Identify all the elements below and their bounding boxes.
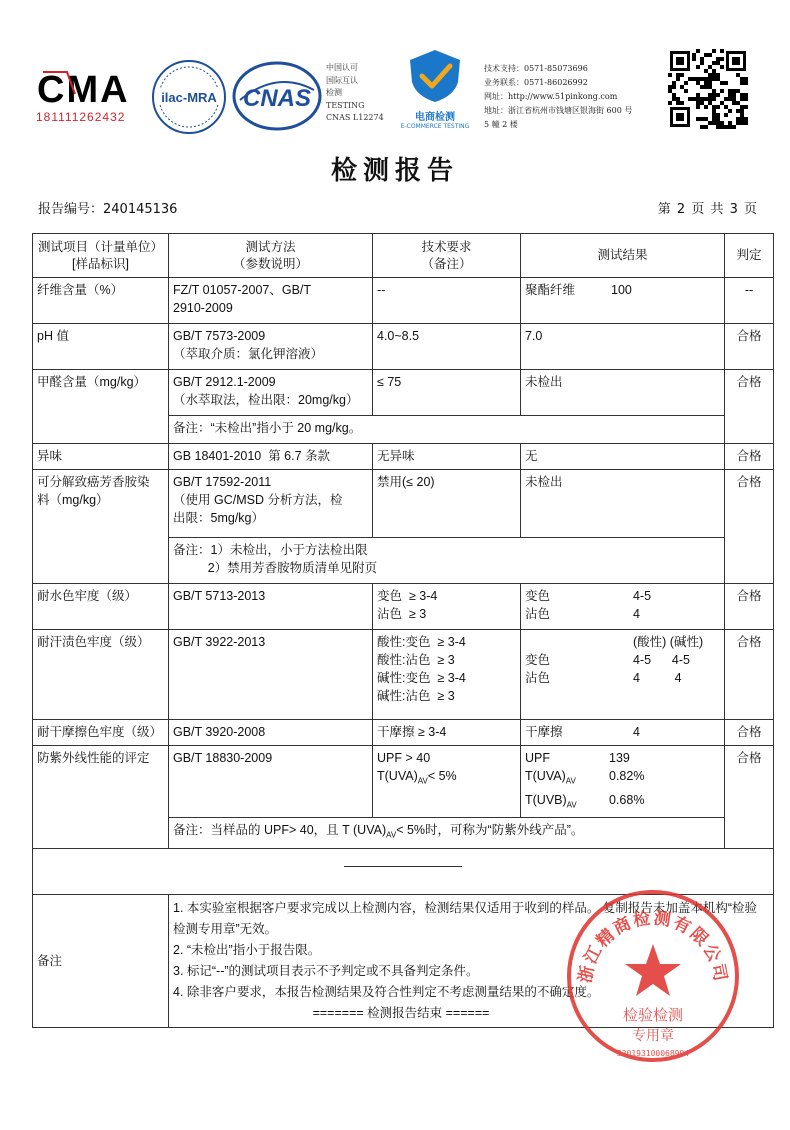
table-row bbox=[33, 278, 774, 324]
report-number-value: 240145136 bbox=[103, 202, 178, 217]
page-number: 第 2 页 共 3 页 bbox=[657, 202, 758, 217]
verdict-cell: 合格 bbox=[725, 630, 774, 720]
remark-item: 4. 除非客户要求，本报告检测结果及符合性判定不考虑测量结果的不确定度。 bbox=[173, 984, 600, 999]
table-row bbox=[33, 324, 774, 370]
item-cell: 耐水色牢度（级） bbox=[33, 584, 169, 630]
requirement-cell bbox=[373, 746, 521, 818]
req-upf: UPF > 40 bbox=[377, 751, 431, 765]
item-cell: 甲醛含量（mg/kg） bbox=[33, 370, 169, 444]
cnas-text: CNAS bbox=[242, 85, 312, 112]
item-cell: 防紫外线性能的评定 bbox=[33, 746, 169, 849]
ecommerce-label-cn: 电商检测 bbox=[415, 112, 455, 123]
result-values: 4-5 4 bbox=[633, 589, 652, 621]
method-cell: GB/T 3922-2013 bbox=[169, 630, 373, 720]
seal-label-2: 专用章 bbox=[632, 1028, 674, 1044]
cma-logo-text: CMA bbox=[37, 69, 130, 111]
report-number-label: 报告编号： bbox=[38, 202, 104, 217]
item-cell: pH 值 bbox=[33, 324, 169, 370]
cert-line: 国际互认 bbox=[326, 75, 358, 85]
contact-address: 地址：浙江省杭州市钱塘区银海街 600 号 bbox=[484, 106, 633, 115]
result-cell bbox=[521, 584, 725, 630]
requirement-cell: 禁用(≤ 20) bbox=[373, 470, 521, 538]
contact-website: 网址：http://www.51pinkong.com bbox=[484, 92, 618, 101]
verdict-cell: 合格 bbox=[725, 584, 774, 630]
header-verdict: 判定 bbox=[725, 234, 774, 278]
method-cell: GB/T 17592-2011 （使用 GC/MSD 分析方法，检 出限：5mg/kg） bbox=[169, 470, 373, 538]
result-cell: 未检出 bbox=[521, 370, 725, 416]
remarks-label: 备注 bbox=[33, 894, 169, 1027]
item-cell: 耐汗渍色牢度（级） bbox=[33, 630, 169, 720]
report-number bbox=[38, 198, 177, 217]
item-cell: 可分解致癌芳香胺染 料（mg/kg） bbox=[33, 470, 169, 584]
result-labels: 变色 沾色 bbox=[525, 653, 551, 685]
remark-item: 1. 本实验室根据客户要求完成以上检测内容，检测结果仅适用于收到的样品。 复制报告未加盖本机构“检验检测专用章”无效。 bbox=[173, 900, 758, 936]
method-cell: FZ/T 01057-2007、GB/T 2910-2009 bbox=[169, 278, 373, 324]
method-cell: GB/T 18830-2009 bbox=[169, 746, 373, 818]
res-uva-label: $T(UVA)_{AV}$ bbox=[525, 769, 576, 786]
result-cell bbox=[521, 630, 725, 720]
method-cell: GB/T 7573-2009 （萃取介质：氯化钾溶液） bbox=[169, 324, 373, 370]
cma-logo bbox=[33, 66, 151, 128]
requirement-cell: 酸性:变色 ≥ 3-4 酸性:沾色 ≥ 3 碱性:变色 ≥ 3-4 碱性:沾色 ≥ 3 bbox=[373, 630, 521, 720]
res-upf-value: 139 bbox=[609, 751, 630, 765]
requirement-cell: -- bbox=[373, 278, 521, 324]
requirement-cell: 干摩擦 ≥ 3-4 bbox=[373, 720, 521, 746]
method-cell: GB/T 3920-2008 bbox=[169, 720, 373, 746]
verdict-cell: 合格 bbox=[725, 470, 774, 584]
cnas-logo bbox=[232, 60, 322, 132]
res-uvb-label: $T(UVB)_{AV}$ bbox=[525, 792, 577, 809]
cert-line: CNAS L12274 bbox=[326, 113, 384, 122]
header-result: 测试结果 bbox=[521, 234, 725, 278]
ecommerce-testing-logo bbox=[398, 48, 472, 128]
contact-business: 业务联系：0571-86026992 bbox=[484, 78, 588, 87]
table-row bbox=[33, 746, 774, 818]
contact-tech-support: 技术支持：0571-85073696 bbox=[484, 64, 588, 73]
seal-org-name: 浙江精商检测有限公司 bbox=[575, 908, 731, 985]
cert-text bbox=[326, 62, 384, 125]
result-fiber-name: 聚酯纤维 bbox=[525, 283, 576, 297]
cert-line: 中国认可 bbox=[326, 63, 358, 72]
result-fiber-value: 100 bbox=[611, 283, 632, 297]
header-method: 测试方法 （参数说明） bbox=[169, 234, 373, 278]
result-value: 4 bbox=[633, 725, 640, 739]
ecommerce-label-en: E-COMMERCE TESTING bbox=[400, 123, 470, 130]
table-row bbox=[33, 720, 774, 746]
verdict-cell: 合格 bbox=[725, 444, 774, 470]
report-end-line: ======= 检测报告结束 ====== bbox=[312, 1005, 490, 1020]
res-uva-value: 0.82% bbox=[609, 769, 645, 783]
requirement-cell: 4.0~8.5 bbox=[373, 324, 521, 370]
verdict-cell: 合格 bbox=[725, 324, 774, 370]
note-cell: 备注：“未检出”指小于 20 mg/kg。 bbox=[169, 416, 725, 444]
verdict-cell: -- bbox=[725, 278, 774, 324]
item-cell: 纤维含量（%） bbox=[33, 278, 169, 324]
contact-address-2: 5 幢 2 楼 bbox=[484, 120, 518, 129]
remark-item: 2. “未检出”指小于报告限。 bbox=[173, 942, 321, 957]
seal-number: 330193100068994 bbox=[616, 1049, 690, 1058]
cert-line: TESTING bbox=[326, 100, 365, 110]
qr-code-icon bbox=[668, 49, 748, 129]
cert-line: 检测 bbox=[326, 88, 342, 97]
requirement-cell: ≤ 75 bbox=[373, 370, 521, 416]
requirement-cell: 无异味 bbox=[373, 444, 521, 470]
result-cell: 未检出 bbox=[521, 470, 725, 538]
verdict-cell: 合格 bbox=[725, 746, 774, 849]
table-row bbox=[33, 470, 774, 538]
res-uvb-value: 0.68% bbox=[609, 792, 645, 807]
verdict-cell: 合格 bbox=[725, 370, 774, 444]
seal-star-icon bbox=[625, 944, 681, 996]
result-cell: 无 bbox=[521, 444, 725, 470]
result-values: (酸性) (碱性) 4-5 4-5 4 4 bbox=[633, 635, 704, 685]
method-cell: GB/T 2912.1-2009 （水萃取法，检出限：20mg/kg） bbox=[169, 370, 373, 416]
contact-info bbox=[484, 62, 654, 132]
header-item: 测试项目（计量单位） [样品标识] bbox=[33, 234, 169, 278]
requirement-cell: 变色 ≥ 3-4 沾色 ≥ 3 bbox=[373, 584, 521, 630]
table-header-row bbox=[33, 234, 774, 278]
remark-item: 3. 标记“--”的测试项目表示不予判定或不具备判定条件。 bbox=[173, 963, 479, 978]
table-row bbox=[33, 584, 774, 630]
table-row bbox=[33, 630, 774, 720]
official-seal bbox=[565, 888, 741, 1064]
result-label: 干摩擦 bbox=[525, 725, 563, 739]
req-uva: $T(UVA)_{AV}< 5\%$ bbox=[377, 769, 457, 786]
cma-number: 181111262432 bbox=[36, 110, 126, 124]
item-cell: 耐干摩擦色牢度（级） bbox=[33, 720, 169, 746]
seal-label-1: 检验检测 bbox=[622, 1006, 684, 1024]
result-labels: 变色 沾色 bbox=[525, 589, 551, 621]
method-cell: GB 18401-2010 第 6.7 条款 bbox=[169, 444, 373, 470]
ilac-text: ilac-MRA bbox=[161, 90, 217, 105]
verdict-cell: 合格 bbox=[725, 720, 774, 746]
result-cell bbox=[521, 720, 725, 746]
table-row bbox=[33, 444, 774, 470]
note-cell: 备注：1）未检出，小于方法检出限 2）禁用芳香胺物质清单见附页 bbox=[169, 538, 725, 584]
header-requirement: 技术要求 （备注） bbox=[373, 234, 521, 278]
res-upf-label: UPF bbox=[525, 751, 550, 765]
divider bbox=[344, 866, 462, 867]
result-cell: 7.0 bbox=[521, 324, 725, 370]
page-title: 检测报告 bbox=[330, 156, 459, 186]
result-cell bbox=[521, 278, 725, 324]
result-cell bbox=[521, 746, 725, 818]
item-cell: 异味 bbox=[33, 444, 169, 470]
ilac-mra-logo bbox=[150, 58, 228, 136]
table-row bbox=[33, 370, 774, 416]
note-cell: 备注：当样品的 UPF> 40，且 T $(UVA)_{AV}< 5\%$时，可称为“防紫外线产品”。 bbox=[169, 818, 725, 849]
method-cell: GB/T 5713-2013 bbox=[169, 584, 373, 630]
